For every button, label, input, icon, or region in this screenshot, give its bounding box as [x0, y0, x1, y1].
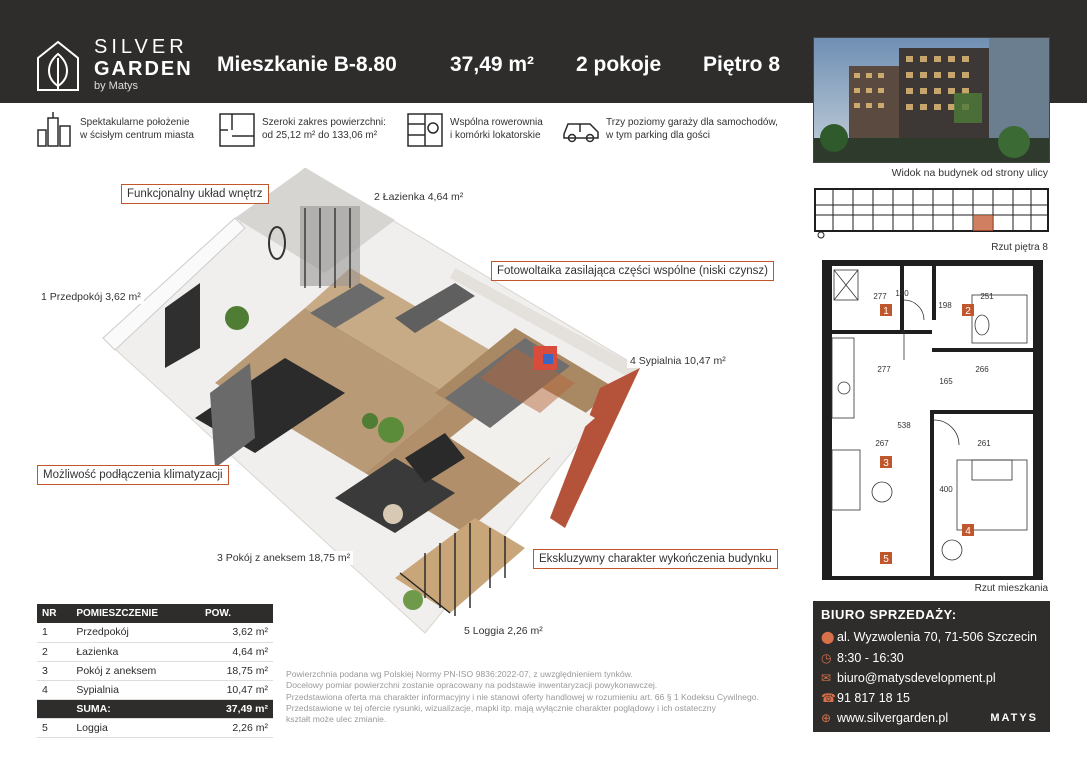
- photo-caption: Widok na budynek od strony ulicy: [891, 167, 1048, 179]
- office-email[interactable]: [821, 671, 996, 685]
- rooms-table: [37, 604, 273, 738]
- room-label-bathroom: 2 Łazienka 4,64 m²: [371, 190, 466, 204]
- car-icon: [562, 112, 600, 148]
- plan-room-number: 2: [965, 306, 971, 317]
- table-row: [37, 680, 273, 699]
- plan-room-number: 1: [883, 306, 889, 317]
- tag-exclusive-finish: Ekskluzywny charakter wykończenia budynku: [533, 549, 778, 569]
- plan-dimension: 400: [939, 485, 953, 494]
- disclaimer-line: Powierzchnia podana wg Polskiej Normy PN-ISO 9836:2022-07, z uwzględnieniem tynków.: [286, 669, 633, 679]
- floor-plan-caption: Rzut piętra 8: [991, 242, 1048, 253]
- room-number: 3: [37, 661, 71, 680]
- room-name: Loggia: [71, 718, 200, 737]
- apartment-number: Mieszkanie B-8.80: [217, 53, 397, 76]
- room-area: 2,26 m²: [200, 718, 273, 737]
- room-name: Przedpokój: [71, 623, 200, 642]
- plan-dimension: 198: [938, 301, 952, 310]
- floor-plan-icon: [218, 112, 256, 148]
- apartment-floor: Piętro 8: [703, 53, 781, 76]
- table-row: [37, 623, 273, 642]
- office-hours: [821, 651, 904, 665]
- mail-icon: ✉: [821, 671, 832, 685]
- plan-dimension: 140: [895, 289, 909, 298]
- disclaimer-line: Przedstawione w tej ofercie rysunki, wizualizacje, mapki itp. mają wyłącznie charakter poglądowy i ich ostateczny: [286, 702, 716, 713]
- disclaimer-line: Docelowy pomiar powierzchni zostanie opracowany na podstawie inwentaryzacji powykonawczej.: [286, 680, 658, 691]
- globe-icon: ⊕: [821, 711, 832, 725]
- room-name: Pokój z aneksem: [71, 661, 200, 680]
- logo-text-garden: GARDEN: [94, 58, 193, 80]
- plan-dimension: 261: [977, 439, 991, 448]
- feature-text: Spektakularne położenie: [80, 117, 190, 128]
- room-name: Łazienka: [71, 642, 200, 661]
- room-label-living: 3 Pokój z aneksem 18,75 m²: [214, 551, 353, 565]
- apartment-rooms: 2 pokoje: [576, 53, 662, 76]
- table-row: [37, 642, 273, 661]
- feature-text: Wspólna rowerownia: [450, 117, 543, 128]
- logo-text-silver: SILVER: [94, 36, 188, 58]
- plan-dimension: 165: [939, 377, 953, 386]
- feature-text: i komórki lokatorskie: [450, 130, 541, 141]
- column-header: POW.: [200, 604, 273, 623]
- room-label-hall: 1 Przedpokój 3,62 m²: [38, 290, 144, 304]
- feature-text: Szeroki zakres powierzchni:: [262, 117, 386, 128]
- feature-text: Trzy poziomy garaży dla samochodów,: [606, 117, 778, 128]
- room-area: 18,75 m²: [200, 661, 273, 680]
- apartment-plan-caption: Rzut mieszkania: [974, 583, 1048, 594]
- room-label-loggia: 5 Loggia 2,26 m²: [461, 624, 546, 638]
- apartment-area: 37,49 m²: [450, 53, 535, 76]
- sales-office-box: [813, 601, 1050, 732]
- tag-layout: Funkcjonalny układ wnętrz: [121, 184, 269, 204]
- plan-room-number: 3: [883, 458, 889, 469]
- feature-text: od 25,12 m² do 133,06 m²: [262, 130, 378, 141]
- table-row: [37, 661, 273, 680]
- plan-dimension: 267: [875, 439, 889, 448]
- hours-text: 8:30 - 16:30: [837, 651, 904, 665]
- building-street-view-image: [813, 37, 1050, 163]
- sum-label: SUMA:: [71, 699, 200, 718]
- tag-air-conditioning: Możliwość podłączenia klimatyzacji: [37, 465, 229, 485]
- disclaimer-line: Przedstawiona oferta ma charakter informacyjny i nie stanowi oferty handlowej w rozumieniu art. 66 § 1 Kodeksu Cywilnego.: [286, 691, 759, 702]
- phone-text[interactable]: 91 817 18 15: [837, 691, 910, 705]
- clock-icon: ◷: [821, 651, 832, 665]
- room-label-bedroom: 4 Sypialnia 10,47 m²: [627, 354, 729, 368]
- room-area: 3,62 m²: [200, 623, 273, 642]
- room-number: 2: [37, 642, 71, 661]
- location-pin-icon: ⬤: [821, 630, 835, 644]
- plan-room-number: 5: [883, 554, 889, 565]
- disclaimer-line: kształt może ulec zmianie.: [286, 714, 387, 725]
- table-sum-row: [37, 699, 273, 718]
- table-row: [37, 718, 273, 737]
- room-area: 4,64 m²: [200, 642, 273, 661]
- office-title: BIURO SPRZEDAŻY:: [821, 607, 957, 622]
- plan-dimension: 251: [980, 292, 994, 301]
- office-website[interactable]: [821, 711, 948, 725]
- feature-text: w tym parking dla gości: [606, 130, 710, 141]
- plan-room-number: 4: [965, 526, 971, 537]
- office-address: [821, 630, 1037, 644]
- phone-icon: ☎: [821, 691, 836, 705]
- silver-garden-logo: [36, 36, 193, 96]
- leaf-house-icon: [36, 38, 80, 92]
- apartment-floor-plan: [822, 260, 1043, 580]
- feature-text: w ścisłym centrum miasta: [80, 130, 194, 141]
- office-phone[interactable]: [821, 691, 910, 705]
- matys-logo: MATYS: [990, 712, 1038, 724]
- column-header: POMIESZCZENIE: [71, 604, 200, 623]
- plan-dimension: 266: [975, 365, 989, 374]
- room-number: 1: [37, 623, 71, 642]
- legal-disclaimer: [286, 669, 766, 725]
- room-area: 10,47 m²: [200, 680, 273, 699]
- room-name: Sypialnia: [71, 680, 200, 699]
- sum-value: 37,49 m²: [200, 699, 273, 718]
- room-number: 5: [37, 718, 71, 737]
- address-text: al. Wyzwolenia 70, 71-506 Szczecin: [837, 630, 1037, 644]
- floor-key-plan: [813, 187, 1050, 239]
- bike-storage-icon: [406, 112, 444, 148]
- room-number: 4: [37, 680, 71, 699]
- table-header-row: [37, 604, 273, 623]
- plan-dimension: 538: [897, 421, 911, 430]
- tag-photovoltaics: Fotowoltaika zasilająca części wspólne (niski czynsz): [491, 261, 774, 281]
- city-skyline-icon: [36, 112, 74, 148]
- email-text[interactable]: biuro@matysdevelopment.pl: [837, 671, 996, 685]
- logo-text-by: by Matys: [94, 80, 139, 92]
- plan-dimension: 277: [873, 292, 887, 301]
- plan-dimension: 277: [877, 365, 891, 374]
- column-header: NR: [37, 604, 71, 623]
- website-link[interactable]: www.silvergarden.pl: [837, 711, 949, 725]
